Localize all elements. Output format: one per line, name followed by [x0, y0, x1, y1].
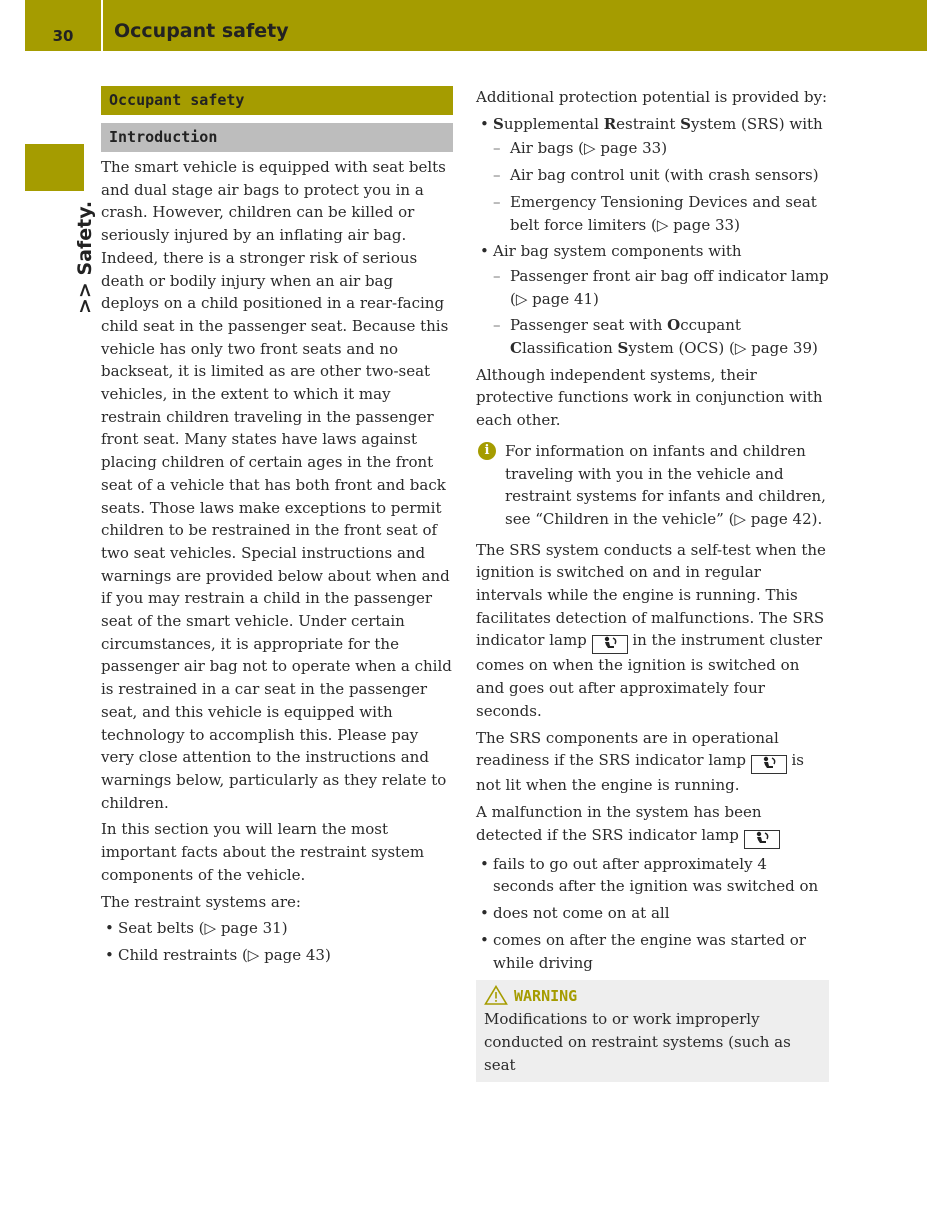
info-icon: i — [478, 442, 496, 460]
warning-triangle-icon — [484, 985, 508, 1005]
components-sublist — [493, 265, 829, 360]
intro-paragraph: The smart vehicle is equipped with seat belts and dual stage air bags to protect you in a crash. However, children can be killed or seriously injured by an inflating air bag. Indeed, there is a stronger risk of serious death or bodily injury when an air bag deploys on a child positioned in a rear-facing child seat in the passenger seat. Because this vehicle has only two front seats and no backseat, it is limited as are other two-seat vehicles, in the extent to which it may restrain children traveling in the passenger front seat. Many states have laws against placing children of certain ages in the front seat of a vehicle that has both front and back seats. Those laws make exceptions to permit children to be restrained in the front seat of two seat vehicles. Special instructions and warnings are provided below about when and if you may restrain a child in the passenger seat of the smart vehicle. Under certain circumstances, it is appropriate for the passenger air bag not to operate when a child is restrained in a car seat in the passenger seat, and this vehicle is equipped with technology to accomplish this. Please pay very close attention to the instructions and warnings below, particularly as they relate to children. — [101, 158, 452, 812]
srs-item: • Supplemental Restraint System (SRS) with – Air bags (▷ page 33) – Air bag control unit (with crash sensors) – Emergency Tensioning Devices and seat belt force limiters (▷ page 33) — [476, 113, 829, 237]
srs-lamp-icon — [592, 635, 628, 654]
section-title: Occupant safety — [101, 86, 453, 115]
list-item: – Passenger seat with Occupant Classification System (OCS) (▷ page 39) — [493, 314, 829, 359]
srs-lamp-icon — [744, 830, 780, 849]
page-number: 30 — [52, 27, 74, 45]
protection-intro: Additional protection potential is provided by: — [476, 88, 828, 106]
header-separator — [101, 0, 103, 51]
list-item: • Seat belts (▷ page 31) — [101, 917, 453, 940]
malfunction-paragraph: A malfunction in the system has been detected if the SRS indicator lamp — [476, 801, 829, 849]
independent-systems-paragraph: Although independent systems, their protective functions work in conjunction with each other. — [476, 365, 823, 430]
subsection-title: Introduction — [101, 123, 453, 152]
info-text: For information on infants and children traveling with you in the vehicle and restraint systems for infants and children, see “Children in the vehicle” (▷ page 42). — [505, 441, 826, 528]
list-item: • comes on after the engine was started or while driving — [476, 929, 829, 974]
srs-sublist — [493, 137, 829, 236]
restraint-systems-lead: The restraint systems are: — [101, 892, 301, 911]
side-tab-label: >> Safety. — [74, 200, 96, 314]
list-item: • does not come on at all — [476, 902, 829, 925]
readiness-paragraph: The SRS components are in operational readiness if the SRS indicator lamp is not lit when the engine is running. — [476, 728, 804, 795]
right-column — [476, 86, 829, 1082]
warning-text: Modifications to or work improperly conducted on restraint systems (such as seat — [484, 1010, 791, 1074]
info-note — [476, 440, 829, 531]
page-title: Occupant safety — [114, 20, 289, 42]
list-item: – Passenger front air bag off indicator lamp (▷ page 41) — [493, 265, 829, 310]
section-overview-paragraph: In this section you will learn the most important facts about the restraint system components of the vehicle. — [101, 820, 425, 884]
list-item: – Air bags (▷ page 33) — [493, 137, 829, 160]
list-item: – Air bag control unit (with crash sensors) — [493, 164, 829, 187]
self-test-paragraph: The SRS system conducts a self-test when the ignition is switched on and in regular intervals while the engine is running. This facilitates detection of malfunctions. The SRS indicator lamp in the instrument cluster comes on when the ignition is switched on and goes out after approximately four seconds. — [476, 540, 826, 720]
page-header — [25, 0, 927, 51]
list-item: • fails to go out after approximately 4 seconds after the ignition was switched on — [476, 853, 829, 898]
side-tab-block — [25, 144, 84, 191]
warning-box — [476, 980, 829, 1082]
malfunction-list — [476, 853, 829, 975]
left-column — [101, 86, 453, 971]
srs-lamp-icon — [751, 755, 787, 774]
list-item: • Child restraints (▷ page 43) — [101, 944, 453, 967]
restraint-systems-list — [101, 917, 453, 966]
protection-list — [476, 113, 829, 360]
warning-heading: WARNING — [484, 984, 821, 1008]
list-item: – Emergency Tensioning Devices and seat belt force limiters (▷ page 33) — [493, 191, 829, 236]
airbag-components-item: • Air bag system components with – Passenger front air bag off indicator lamp (▷ page 41) – Passenger seat with Occupant Classification System (OCS) (▷ page 39) — [476, 240, 829, 360]
